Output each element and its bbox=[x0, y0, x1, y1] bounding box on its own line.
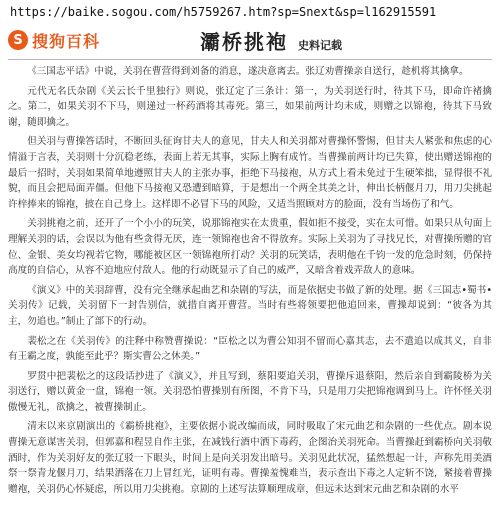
page-header bbox=[0, 24, 500, 56]
section-subtitle: 史料记载 bbox=[298, 39, 342, 52]
paragraph: 《三国志平话》中说，关羽在曹营得到刘备的消息，遂决意离去。张辽劝曹操亲自送行，趁机将其擒拿。 bbox=[27, 66, 469, 77]
paragraph: 裴松之在《关羽传》的注释中称赞曹操说：“臣松之以为曹公知羽不留而心嘉其志，去不遣追以成其义，自非有王霸之度，孰能至此乎？斯实曹公之休美。” bbox=[8, 335, 492, 363]
title-group bbox=[200, 26, 342, 55]
paragraph: 关羽挑袍之前，还开了一个小小的玩笑，说那锦袍实在太贵重，假如拒不接受，实在太可惜。如果只从句面上理解关羽的话，会误以为他有些贪得无厌，连一领锦袍也舍不得放弃。实际上关羽为了寻找兄长，对曹操所赠的官位、金银、美女均视若它物，哪能被区区一领锦袍所打动？关羽的玩笑话，表明他在千钧一发的危急时刻，仍保持高度的自信心，从容不迫地应付敌人。他的行动既显示了自己的威严，又暗含着戏弄敌人的意味。 bbox=[8, 218, 492, 277]
url-bar[interactable] bbox=[0, 0, 500, 24]
page-title: 灞桥挑袍 bbox=[200, 30, 288, 54]
header-divider bbox=[8, 59, 492, 60]
paragraph: 清末以来京剧演出的《霸桥挑袍》，主要依据小说改编而成，同时吸取了宋元曲艺和杂剧的一些优点。剧本说曹操无意谋害关羽，但郭嘉和程昱自作主张，在减钱行酒中洒下毒药，企图治关羽死命。当曹操赶到霸桥向关羽敬酒时，作为关羽好友的张辽驳一下眼头，时间上是向关羽发出暗号。关羽见此状况，猛然想起一计，声称先用美酒祭一祭青龙偃月刀，结果洒落在刀上冒红光，证明有毒。曹操羞愧难当，表示查出下毒之人定斩不饶，紧接着曹操赠袍，关羽仍心怀疑虑，所以用刀尖挑袍。京剧的上述写法算顺理成章，但远未达到宋元曲艺和杂剧的水平 bbox=[8, 421, 492, 495]
sogou-baike-logo[interactable] bbox=[8, 29, 100, 52]
paragraph: 罗贯中把裴松之的这段话抄进了《演义》，并且写到，蔡阳要追关羽，曹操斥退蔡阳，然后亲自到霸陵桥为关羽送行，赠以黄金一盘，锦袍一领。关羽恐怕曹操别有所图，不肯下马，只是用刀尖把锦袍调到马上。许怀怪关羽傲慢无礼，欲擒之，被曹操制止。 bbox=[8, 370, 492, 413]
brand-name: 搜狗百科 bbox=[32, 31, 101, 51]
article-body bbox=[0, 62, 500, 497]
paragraph: 元代无名氏杂剧《关云长千里独行》则说，张辽定了三条计：第一，为关羽送行时，待其下马，即命许褚擒之。第二，如果关羽不下马，则递过一杯药酒将其毒死。第三，如果前两计均未成，则赠之以锦袍，待其下马致谢，随即擒之。 bbox=[8, 85, 492, 128]
paragraph: 但关羽与曹操答话时，不断回头征询甘夫人的意见，甘夫人和关羽都对曹操怀警惕，但甘夫人紧张和焦虑的心情溢于言表，关羽则十分沉稳老练，表面上若无其事，实际上胸有成竹。当曹操前两计均已失算，使出赠送锦袍的最后一招时，关羽如果简单地遵照甘夫人的主张办事，拒绝下马接袍，从方式上看未免过于生硬笨拙，显得很不礼貌，而且会把局面弄僵。但他下马接袍又恐遭到暗算，于是想出一个两全其美之计，伸出长柄偃月刀，用刀尖挑起许梓捧来的锦袍，披在自己身上。这样即不必冒下马的风险，又适当照顾对方的脸面，没有当场伤了和气。 bbox=[8, 136, 492, 210]
sogou-logo-icon: S bbox=[8, 30, 28, 50]
paragraph: 《演义》中的关羽辞曹，没有完全继承起曲艺和杂剧的写法，而是依据史书做了新的处理。据《三国志•蜀书•关羽传》记载，关羽留下一封告别信，就措自离开曹营。当时有些将领要把他追回来，曹操却说到：“彼各为其主，勿追也。”制止了部下的行动。 bbox=[8, 284, 492, 327]
url-text: https://baike.sogou.com/h5759267.htm?sp=Snext&sp=l162915591 bbox=[10, 5, 437, 19]
